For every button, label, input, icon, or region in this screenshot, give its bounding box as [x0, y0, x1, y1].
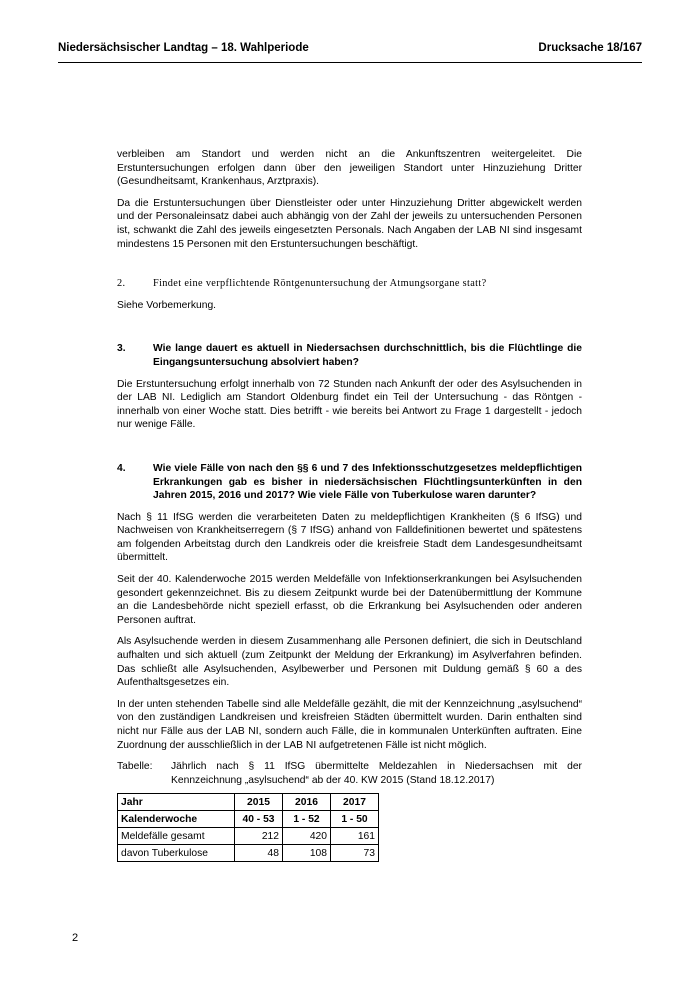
table-cell: 420: [283, 828, 331, 845]
header-divider: [58, 62, 642, 63]
question-4-text: Wie viele Fälle von nach den §§ 6 und 7 des Infektionsschutzgesetzes meldepflichtigen Erkrankungen gab es bisher in niedersächsischen Flüchtlingsunterkünften in den Jahren 2015, 2016 und 2017? Wie viele Fälle von Tuberkulose waren darunter?: [153, 462, 582, 502]
table-cell: Meldefälle gesamt: [118, 828, 235, 845]
answer-2: Siehe Vorbemerkung.: [117, 299, 217, 311]
table-cell: 48: [235, 845, 283, 862]
table-subheader-cell: 40 - 53: [235, 811, 283, 828]
answer-4-paragraph-1: Nach § 11 IfSG werden die verarbeiteten Daten zu meldepflichtigen Krankheiten (§ 6 IfSG) und Nachweisen von Krankheitserregern (§ 7 IfSG) anhand von Falldefinitionen bewertet und spätestens am folgenden Arbeitstag durch den Landkreis oder die kreisfreie Stadt dem Landesgesundheitsamt übermittelt.: [117, 511, 582, 564]
table-subheader-cell: Kalenderwoche: [118, 811, 235, 828]
question-4: [117, 462, 582, 503]
table-caption-label: Tabelle:: [117, 761, 153, 773]
paragraph-standort: verbleiben am Standort und werden nicht an die Ankunftszentren weitergeleitet. Die Erstuntersuchungen erfolgen dann über den jeweiligen Standort unter Hinzuziehung Dritter (Gesundheitsamt, Krankenhaus, Arztpraxis).: [117, 149, 582, 188]
table-cell: 212: [235, 828, 283, 845]
question-2-text: Findet eine verpflichtende Röntgenuntersuchung der Atmungsorgane statt?: [153, 278, 487, 290]
header-parliament-title: Niedersächsischer Landtag – 18. Wahlperiode: [58, 42, 309, 54]
table-header-row: [118, 794, 379, 811]
answer-4-paragraph-4: In der unten stehenden Tabelle sind alle Meldefälle gezählt, die mit der Kennzeichnung „asylsuchend“ von den zuständigen Landkreisen und kreisfreien Städten übermittelt wurden. Darin enthalten sind nicht nur Fälle aus der LAB NI, sondern auch Fälle, die in kommunalen Unterkünften auftraten. Eine Zuordnung der ausschließlich in der LAB NI aufgetretenen Fälle ist nicht möglich.: [117, 698, 582, 751]
table-header-cell: Jahr: [118, 794, 235, 811]
document-body: [117, 148, 582, 862]
table-cell: 73: [331, 845, 379, 862]
question-3: [117, 342, 582, 369]
question-2-number: 2.: [117, 278, 126, 290]
table-header-cell: 2015: [235, 794, 283, 811]
question-3-number: 3.: [117, 343, 126, 355]
header-document-number: Drucksache 18/167: [538, 42, 642, 54]
table-caption: [117, 760, 582, 787]
table-caption-text: Jährlich nach § 11 IfSG übermittelte Meldezahlen in Niedersachsen mit der Kennzeichnung „asylsuchend“ ab der 40. KW 2015 (Stand 18.12.2017): [171, 761, 582, 786]
table-row: [118, 845, 379, 862]
answer-3: Die Erstuntersuchung erfolgt innerhalb von 72 Stunden nach Ankunft der oder des Asylsuchenden in der LAB NI. Lediglich am Standort Oldenburg findet ein Teil der Untersuchung - das Röntgen - innerhalb von einer Woche statt. Dies betrifft - wie bereits bei Antwort zu Frage 1 dargestellt - jedoch nur wenige Fälle.: [117, 378, 582, 431]
question-2: [117, 277, 582, 291]
question-4-number: 4.: [117, 462, 126, 474]
data-table: [117, 793, 379, 862]
table-subheader-cell: 1 - 52: [283, 811, 331, 828]
table-header-cell: 2017: [331, 794, 379, 811]
answer-4-paragraph-3: Als Asylsuchende werden in diesem Zusammenhang alle Personen definiert, die sich in Deutschland aufhalten und sich aktuell (zum Zeitpunkt der Meldung der Erkrankung) im Asylverfahren befinden. Das schließt alle Asylsuchenden, Asylbewerber und Personen mit Duldung gemäß § 60 a des Aufenthaltsgesetzes ein.: [117, 636, 582, 689]
table-subheader-row: [118, 811, 379, 828]
table-cell: davon Tuberkulose: [118, 845, 235, 862]
table-cell: 108: [283, 845, 331, 862]
table-subheader-cell: 1 - 50: [331, 811, 379, 828]
answer-4-paragraph-2: Seit der 40. Kalenderwoche 2015 werden Meldefälle von Infektionserkrankungen bei Asylsuchenden gesondert gekennzeichnet. Bis zu diesem Zeitpunkt wurde bei der Datenübermittlung der Kommune an die Landesbehörde nicht speziell erfasst, ob die Erkrankung bei Asylsuchenden oder anderen Personen auftrat.: [117, 574, 582, 626]
question-3-text: Wie lange dauert es aktuell in Niedersachsen durchschnittlich, bis die Flüchtlinge die Eingangsuntersuchung absolviert haben?: [153, 343, 582, 368]
table-cell: 161: [331, 828, 379, 845]
table-header-cell: 2016: [283, 794, 331, 811]
page-number: 2: [72, 932, 79, 944]
table-row: [118, 828, 379, 845]
paragraph-personal: Da die Erstuntersuchungen über Dienstleister oder unter Hinzuziehung Dritter abgewickelt werden und der Personaleinsatz dabei auch abhängig von der Zahl der jeweils zu untersuchenden Personen ist, schwankt die Zahl des jeweils eingesetzten Personals. Nach Angaben der LAB NI sind insgesamt mindestens 15 Personen mit den Erstuntersuchungen beschäftigt.: [117, 197, 582, 250]
